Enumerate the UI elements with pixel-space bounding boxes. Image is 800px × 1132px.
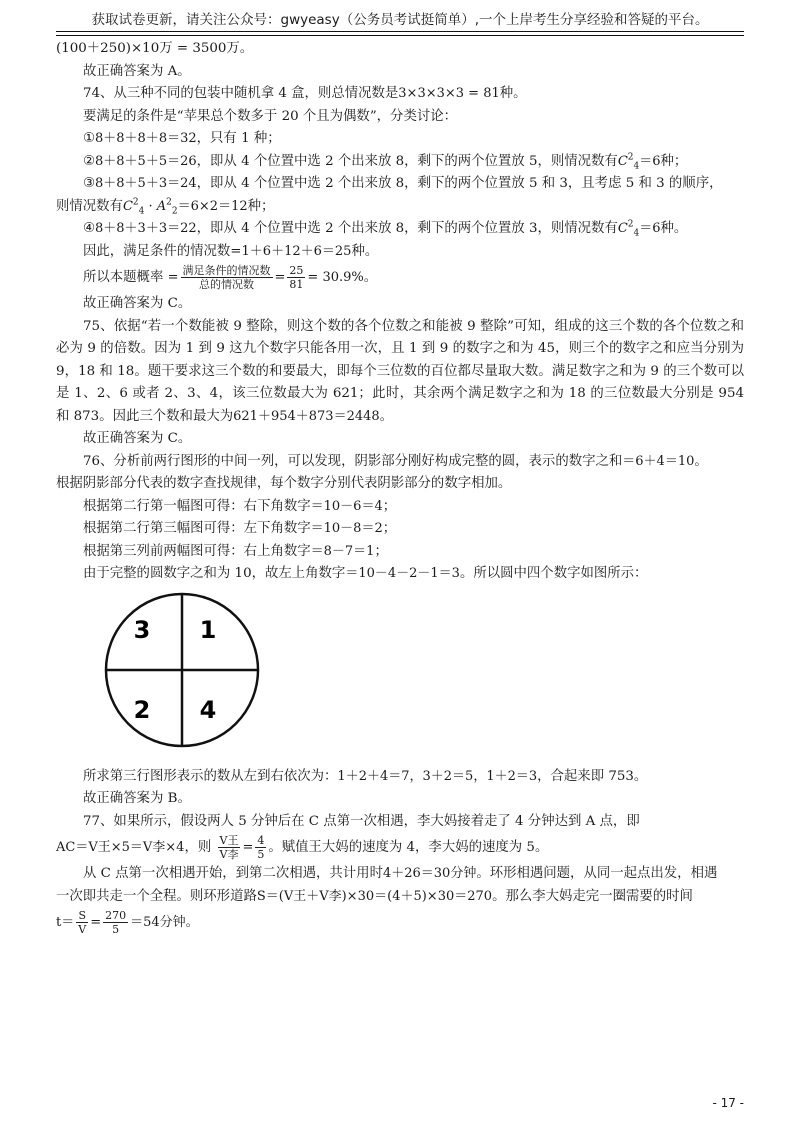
case-2-combination: $C^2_4=6$ xyxy=(617,152,661,172)
hence-eq: 1＋6＋12＋6＝25 xyxy=(241,243,352,259)
q77-ratio-value xyxy=(255,834,266,861)
case-3-end: 种； xyxy=(247,198,275,214)
case-2-eq: 8＋8＋5＋5＝26 xyxy=(95,153,197,169)
hence-unit: 种。 xyxy=(351,243,379,259)
hence-line xyxy=(56,241,744,264)
rule-2-text: 根据第二行第三幅图可得：左下角数字 xyxy=(83,521,311,536)
case-4 xyxy=(56,218,744,241)
rule-3-text: 根据第三列前两幅图可得：右上角数字 xyxy=(83,543,311,559)
rule-2-eq: ＝10－8＝2 xyxy=(310,521,383,536)
case-4-eq: 8＋8＋3＋3＝22 xyxy=(95,221,197,236)
answer-73: 故正确答案为 A。 xyxy=(83,63,191,79)
answer-74: 故正确答案为 C。 xyxy=(83,296,192,311)
case-2-end: 种； xyxy=(660,153,688,169)
case-1-eq: 8＋8＋8＋8＝32 xyxy=(95,131,197,146)
quadrant-circle xyxy=(102,590,262,750)
case-2-mark: ② xyxy=(83,153,96,169)
rule-4-text: 由于完整的圆数字之和为 10，故左上角数字 xyxy=(83,566,346,581)
answer-76: 故正确答案为 B。 xyxy=(83,791,191,806)
prob-numerator: 满足条件的情况数 xyxy=(182,264,271,277)
q77-value-den: 5 xyxy=(257,848,265,861)
result-76-text: 所求第三行图形表示的数从左到右依次为： xyxy=(83,768,338,784)
case-2 xyxy=(56,151,744,174)
case-3-cont xyxy=(56,196,744,219)
prob-result: = 30.9% xyxy=(307,270,364,285)
case-3-mark: ③ xyxy=(83,176,96,191)
prob-fraction-2 xyxy=(287,264,305,291)
case-3-text2: 则情况数有 xyxy=(56,198,123,214)
q77-para3 xyxy=(56,886,744,909)
case-4-text: ，即从 4 个位置中选 2 个出来放 8，剩下的两个位置放 3，则情况数有 xyxy=(196,221,618,236)
case-3 xyxy=(56,173,744,196)
header-notice: 获取试卷更新，请关注公众号：gwyeasy（公务员考试挺简单）,一个上岸考生分享经验和答疑的平台。 xyxy=(91,12,709,28)
answer-75: 故正确答案为 C。 xyxy=(83,431,192,446)
q77-sv-num: S xyxy=(76,909,88,923)
q77-ratio-den: V李 xyxy=(219,848,239,861)
result-76 xyxy=(56,766,744,789)
q76-text: 76、分析前两行图形的中间一列，可以发现，阴影部分刚好构成完整的圆，表示的数字之和 xyxy=(83,453,623,469)
q77-t: t＝ xyxy=(56,915,75,930)
prob-fraction xyxy=(181,264,273,291)
q77-ratio-num: V王 xyxy=(219,834,239,847)
q75-eq: 621＋954＋873＝2448 xyxy=(233,408,380,424)
eq-sign-3: = xyxy=(242,840,254,855)
q77-p3-eq: S＝(V王＋V李)×30＝(4＋5)×30＝270 xyxy=(256,888,493,904)
q77-equation-line xyxy=(56,833,744,863)
q74-unit: 种。 xyxy=(499,86,527,101)
case-3-formula: $C^2_4 \cdot A^2_2=6\times 2=12$ xyxy=(122,197,248,217)
rule-1-text: 根据第二行第一幅图可得：右下角数字 xyxy=(83,498,311,514)
eq-sign-4: = xyxy=(90,915,102,930)
q77-p3-end: 。那么李大妈走完一圈需要的时间 xyxy=(492,888,693,904)
q77-time-line: t＝ $\frac{S}{V}$ = $\frac{270}{5}$ ＝54分钟。 xyxy=(56,909,200,936)
circle-figure xyxy=(56,586,744,766)
eq-sign: = xyxy=(167,270,179,285)
rule-4-end: 。所以圆中四个数字如图所示： xyxy=(459,566,648,581)
q75-text: 75、依据“若一个数能被 9 整除，则这个数的各个位数之和能被 9 整除”可知，组成的这三个数的各个位数之和必为 9 的倍数。因为 1 到 9 这九个数字只能各用一次，且 1 到 9 的数字之和为 45，则三个的数字之和应当分别为 9，18 和 18。题干要求这三个数的和要最大，即每个三位数的百位都尽量取大数。满足数字之和为 9 的三个数可以是 1、2、6 或者 2、3、4，该三位数最大为 621；此时，其余两个满足数字之和为 18 的三位数最大分别是 954 和 873。因此三个数和最大为 xyxy=(56,318,744,424)
header-rule xyxy=(56,31,744,32)
rule-3: 根据第三列前两幅图可得：右上角数字＝8－7＝1； xyxy=(83,543,388,559)
rule-4 xyxy=(56,563,744,586)
quadrant-top-right: 1 xyxy=(199,615,217,644)
question-76: 76、分析前两行图形的中间一列，可以发现，阴影部分刚好构成完整的圆，表示的数字之和＝6＋4＝10。 xyxy=(83,453,708,469)
rule-1: 根据第二行第一幅图可得：右下角数字＝10－6＝4； xyxy=(83,498,397,514)
eq-sign-2: = xyxy=(274,270,286,285)
q77-then: ，则 xyxy=(184,840,212,855)
case-4-combination: $C^2_4=6$ xyxy=(617,219,661,239)
q77-speed-ratio xyxy=(218,834,241,861)
q74-intro: 74、从三种不同的包装中随机拿 4 盒，则总情况数是 xyxy=(83,86,399,101)
q77-p2-end: 。环形相遇问题，从同一起点出发，相遇 xyxy=(476,866,718,881)
q77-time-result: ＝54分钟 xyxy=(130,915,186,930)
quadrant-top-left: 3 xyxy=(133,615,151,644)
q77-value-fraction-den: 5 xyxy=(112,923,120,936)
q77-value-fraction-num: 270 xyxy=(105,909,127,922)
result-76-eq: 1＋2＋4＝7，3＋2＝5，1＋2＝3 xyxy=(337,768,538,784)
question-75: 75、依据“若一个数能被 9 整除，则这个数的各个位数之和能被 9 整除”可知，组成的这三个数的各个位数之和必为 9 的倍数。因为 1 到 9 这九个数字只能各用一次，且 1 到 9 的数字之和为 45，则三个的数字之和应当分别为 9，18 和 18。题干要求这三个数的和要最大，即每个三位数的百位都尽量取大数。满足数字之和为 9 的三个数可以是 1、2、6 或者 2、3、4，该三位数最大为 621；此时，其余两个满足数字之和为 18 的三位数最大分别是 954 和 873。因此三个数和最大为621＋954＋873＝2448。 xyxy=(56,318,744,424)
q76-rule: 根据阴影部分代表的数字查找规律，每个数字分别代表阴影部分的数字相加。 xyxy=(56,476,512,491)
q77-sv-den: V xyxy=(78,923,87,936)
prob-prefix: 所以本题概率 xyxy=(83,270,164,285)
prob-denominator-2: 81 xyxy=(289,278,304,291)
rule-1-eq: ＝10－6＝4 xyxy=(310,498,383,514)
result-76-end: ，合起来即 753。 xyxy=(537,768,648,784)
case-3-text: ，即从 4 个位置中选 2 个出来放 8，剩下的两个位置放 5 和 3，且考虑 5 和 3 的顺序， xyxy=(196,176,723,191)
q77-para2 xyxy=(56,863,744,886)
q77-eq1: AC＝V王×5＝V李×4 xyxy=(56,840,185,855)
case-3-eq: 8＋8＋5＋3＝24 xyxy=(95,176,197,191)
quadrant-bottom-left: 2 xyxy=(133,695,151,724)
case-1-mark: ① xyxy=(83,131,96,146)
rule-4-eq: ＝10－4－2－1＝3 xyxy=(345,566,460,581)
question-77: 77、如果所示，假设两人 5 分钟后在 C 点第一次相遇，李大妈接着走了 4 分钟达到 A 点，即 xyxy=(83,813,640,829)
case-4-end: 种。 xyxy=(660,221,688,236)
header-rule-thin xyxy=(56,35,744,36)
case-4-mark: ④ xyxy=(83,221,96,236)
q77-p3-text: 一次即共走一个全程。则环形道路 xyxy=(56,888,257,904)
q77-p2-eq: 4＋26＝30分钟 xyxy=(382,866,477,881)
q77-value-num: 4 xyxy=(257,834,265,847)
q77-sv-fraction xyxy=(76,909,88,936)
case-2-text: ，即从 4 个位置中选 2 个出来放 8，剩下的两个位置放 5，则情况数有 xyxy=(196,153,618,169)
case-1 xyxy=(56,128,744,151)
calc-line: (100＋250)×10万 = 3500万。 xyxy=(56,41,254,56)
question-74 xyxy=(56,83,744,106)
case-1-text: ，只有 1 种； xyxy=(196,131,281,146)
document-body xyxy=(56,38,744,938)
q77-p2-text: 从 C 点第一次相遇开始，到第二次相遇，共计用时 xyxy=(83,866,383,881)
page-number: - 17 - xyxy=(712,1096,744,1110)
prob-denominator: 总的情况数 xyxy=(199,278,255,291)
rule-3-eq: ＝8－7＝1 xyxy=(310,543,375,559)
q76-eq: ＝6＋4＝10 xyxy=(622,453,695,469)
q74-condition: 要满足的条件是“苹果总个数多于 20 个且为偶数”，分类讨论： xyxy=(83,108,458,124)
q77-end: 。赋值王大妈的速度为 4，李大妈的速度为 5。 xyxy=(268,840,549,855)
q74-total: 3×3×3×3 = 81 xyxy=(398,86,500,101)
quadrant-bottom-right: 4 xyxy=(199,695,217,724)
probability-line: 所以本题概率 = $\frac{\text{满足条件的情况数}}{\text{总的情况数}}$ = $\frac{25}{81}$ = 30.9%。 xyxy=(83,264,378,291)
prob-numerator-2: 25 xyxy=(289,264,304,277)
hence-text: 因此，满足条件的情况数= xyxy=(83,243,242,259)
q77-value-fraction xyxy=(103,909,128,936)
rule-2: 根据第二行第三幅图可得：左下角数字＝10－8＝2； xyxy=(83,521,397,536)
